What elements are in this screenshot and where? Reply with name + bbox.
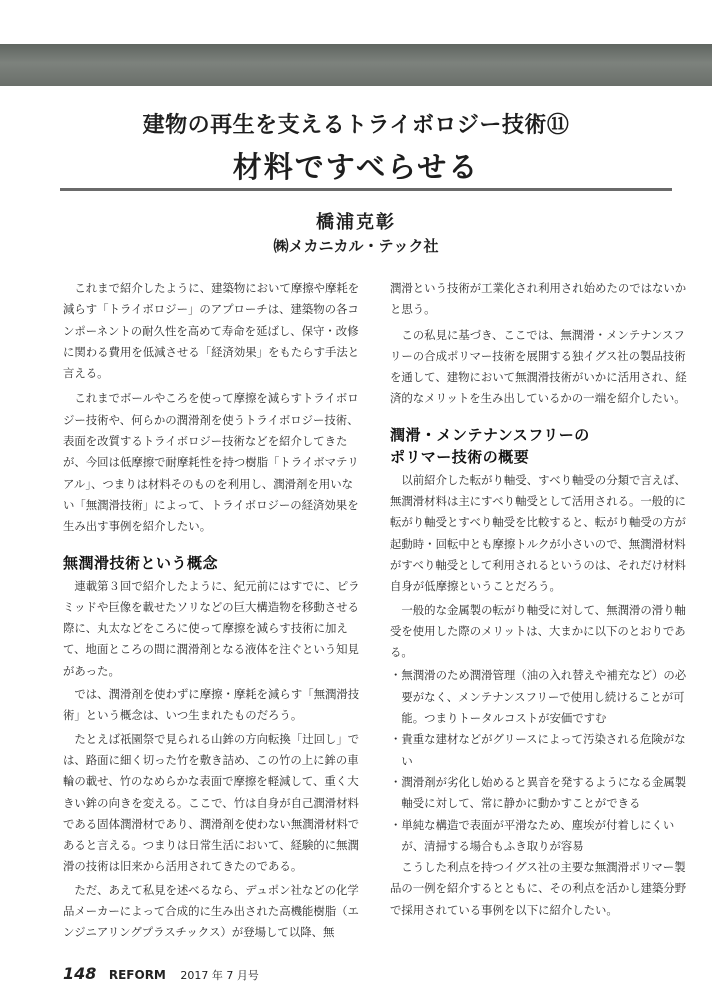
paragraph: この私見に基づき、ここでは、無潤滑・メンテナンスフリーの合成ポリマー技術を展開する独イグス社の製品技術を通して、建物において無潤滑技術がいかに活用され、経済的なメリットを生み出しているかの一端を紹介したい。 [390, 327, 687, 406]
list-item: ・単純な構造で表面が平滑なため、塵埃が付着しにくいが、清掃する場合もふき取りが容易 [390, 817, 675, 853]
list-item: ・貴重な建材などがグリースによって汚染される危険がない [390, 732, 686, 768]
author-company: ㈱メカニカル・テック社 [273, 237, 439, 255]
page-footer [63, 964, 259, 983]
author-name: 橋浦克彰 [316, 212, 396, 233]
left-column [63, 278, 361, 944]
paragraph: これまで紹介したように、建築物において摩擦や摩耗を減らす「トライボロジー」のアプローチは、建築物の各コンポーネントの耐久性を高めて寿命を延ばし、保守・改修に関わる費用を低減させる「経済効果」をもたらす手法と言える。 [63, 281, 360, 381]
paragraph: では、潤滑剤を使わずに摩擦・摩耗を減らす「無潤滑技術」という概念は、いつ生まれたものだろう。 [63, 687, 360, 723]
paragraph: ただ、あえて私見を述べるなら、デュポン社などの化学品メーカーによって合成的に生み出された高機能樹脂（エンジニアリングプラスチックス）が登場して以降、無 [63, 882, 359, 940]
section-heading-line: ポリマー技術の概要 [390, 447, 530, 466]
paragraph: たとえば祇園祭で見られる山鉾の方向転換「辻回し」では、路面に細く切った竹を敷き詰め、この竹の上に鉾の車輪の載せ、竹のなめらかな表面で摩擦を軽減して、重く大きい鉾の向きを変える。ここで、竹は自身が自己潤滑材料である固体潤滑材であり、潤滑剤を使わない無潤滑材料であると言える。つまりは日常生活において、経験的に無潤滑の技術は旧来から活用されてきたのである。 [63, 731, 360, 874]
section-heading-line: 潤滑・メンテナンスフリーの [390, 425, 590, 444]
paragraph: 連載第３回で紹介したように、紀元前にはすでに、ピラミッドや巨像を載せたソリなどの巨大構造物を移動させる際に、丸太などをころに使って摩擦を減らす技術に加えて、地面ところの間に潤滑剤となる液体を注ぐという知見があった。 [63, 578, 360, 678]
page-number: 148 [63, 964, 97, 983]
paragraph: 一般的な金属製の転がり軸受に対して、無潤滑の滑り軸受を使用した際のメリットは、大まかに以下のとおりである。 [390, 602, 686, 660]
list-item: ・無潤滑のため潤滑管理（油の入れ替えや補充など）の必要がなく、メンテナンスフリーで使用し続けることが可能。つまりトータルコストが安価ですむ [390, 668, 687, 726]
article-title: 建物の再生を支えるトライボロジー技術⑪ [142, 113, 570, 138]
section-heading [390, 424, 688, 468]
paragraph: こうした利点を持つイグス社の主要な無潤滑ポリマー製品の一例を紹介するとともに、その利点を活かし建築分野で採用されている事例を以下に紹介したい。 [390, 860, 687, 917]
paragraph: これまでボールやころを使って摩擦を減らすトライボロジー技術や、何らかの潤滑剤を使うトライボロジー技術、表面を改質するトライボロジー技術などを紹介してきたが、今回は低摩擦で耐摩耗性を持つ樹脂「トライボマテリアル」、つまりは材料そのものを利用し、潤滑剤を用いない「無潤滑技術」によって、トライボロジーの経済効果を生み出す事例を紹介したい。 [63, 391, 359, 534]
title-divider [60, 188, 672, 191]
right-column [390, 278, 688, 921]
paragraph: 潤滑という技術が工業化され利用され始めたのではないかと思う。 [390, 281, 687, 317]
list-item: ・潤滑剤が劣化し始めると異音を発するようになる金属製軸受に対して、常に静かに動かすことができる [390, 774, 687, 811]
header-band [0, 44, 712, 86]
issue-date: 2017 年 7 月号 [180, 969, 259, 982]
paragraph: 以前紹介した転がり軸受、すべり軸受の分類で言えば、無潤滑材料は主にすべり軸受として活用される。一般的に転がり軸受とすべり軸受を比較すると、転がり軸受の方が起動時・回転中とも摩擦トルクが小さいので、無潤滑材料がすべり軸受として利用されるというのは、それだけ材料自身が低摩擦ということだろう。 [390, 472, 686, 594]
article-subtitle: 材料ですべらせる [232, 150, 480, 184]
magazine-name: REFORM [108, 968, 166, 982]
section-heading: 無潤滑技術という概念 [63, 553, 219, 572]
